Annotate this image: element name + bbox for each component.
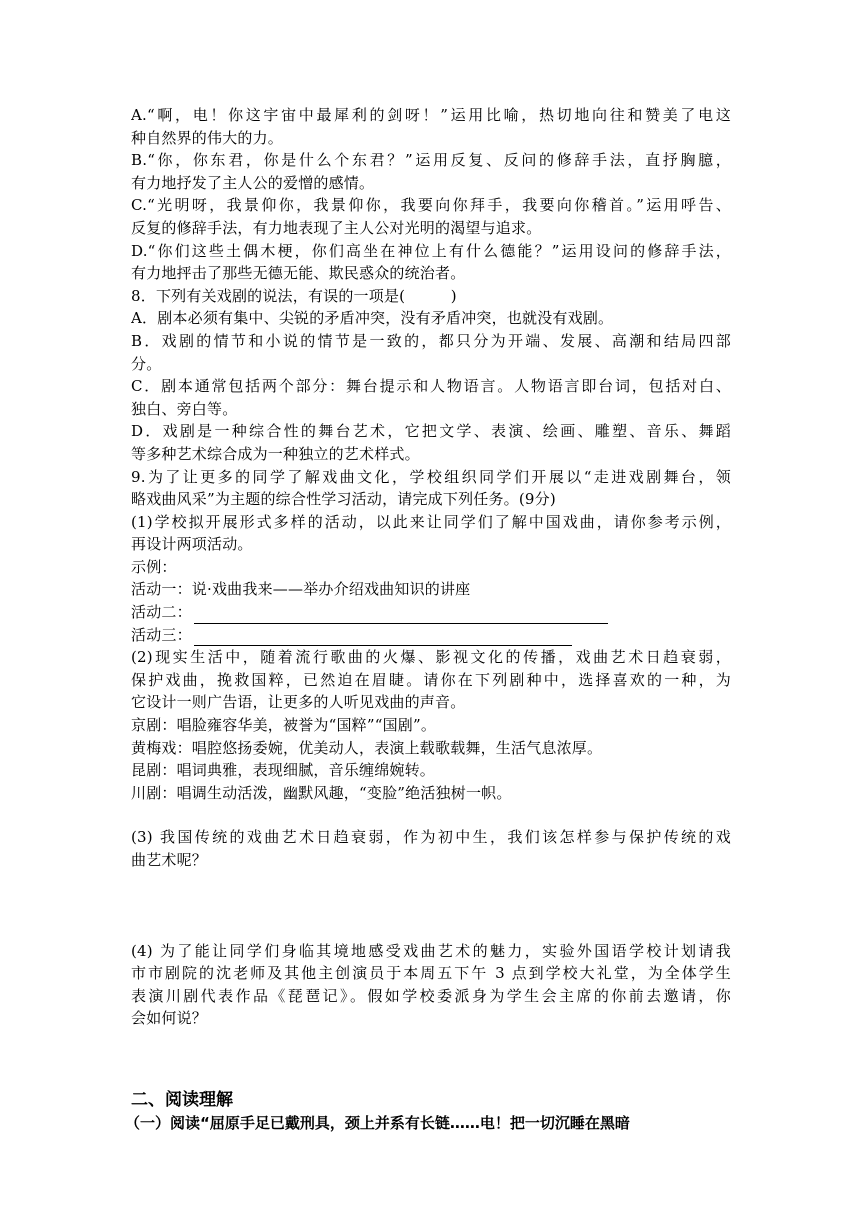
q8-option-b-line-1: B．戏剧的情节和小说的情节是一致的，都只分为开端、发展、高潮和结局四部 xyxy=(131,331,731,350)
q9-1-line-2: 再设计两项活动。 xyxy=(131,535,253,554)
q8-option-a: A．剧本必须有集中、尖锐的矛盾冲突，没有矛盾冲突，也就没有戏剧。 xyxy=(131,309,614,328)
q8-stem: 8．下列有关戏剧的说法，有误的一项是( ) xyxy=(131,286,457,305)
activity-2-label: 活动二： xyxy=(131,603,192,622)
q9-stem-line-1: 9.为了让更多的同学了解戏曲文化，学校组织同学们开展以“走进戏剧舞台，领 xyxy=(131,467,731,486)
opera-chuanju: 川剧：唱调生动活泼，幽默风趣，“变脸”绝活独树一帜。 xyxy=(131,783,512,802)
q7-option-b-line-1: B.“你，你东君，你是什么个东君？”运用反复、反问的修辞手法，直抒胸臆， xyxy=(131,151,731,170)
q9-2-line-1: (2)现实生活中，随着流行歌曲的火爆、影视文化的传播，戏曲艺术日趋衰弱， xyxy=(131,648,731,667)
activity-2-answer-blank[interactable] xyxy=(194,607,608,624)
q7-options xyxy=(131,104,731,285)
q8-option-c-line-2: 独白、旁白等。 xyxy=(131,399,238,418)
q9-2-line-3: 它设计一则广告语，让更多的人听见戏曲的声音。 xyxy=(131,693,466,712)
q8-option-b-line-2: 分。 xyxy=(131,354,162,373)
q7-option-c-line-1: C.“光明呀，我景仰你，我景仰你，我要向你拜手，我要向你稽首。”运用呼告、 xyxy=(131,196,731,215)
answer-space-q9-4[interactable] xyxy=(131,1030,731,1086)
q9-1-line-1: (1)学校拟开展形式多样的活动，以此来让同学们了解中国戏曲，请你参考示例， xyxy=(131,512,731,531)
q7-option-b-line-2: 有力地抒发了主人公的爱憎的感情。 xyxy=(131,173,375,192)
activity-1: 活动一：说·戏曲我来——举办介绍戏曲知识的讲座 xyxy=(131,580,471,599)
q9-4-line-3: 表演川剧代表作品《琵琶记》。假如学校委派身为学生会主席的你前去邀请，你 xyxy=(131,986,731,1005)
q7-option-d-line-2: 有力地抨击了那些无德无能、欺民惑众的统治者。 xyxy=(131,264,466,283)
q7-option-a-line-2: 种自然界的伟大的力。 xyxy=(131,128,284,147)
q7-option-a-line-1: A.“啊，电！你这宇宙中最犀利的剑呀！”运用比喻，热切地向往和赞美了电这 xyxy=(131,106,731,124)
q9-4-line-4: 会如何说？ xyxy=(131,1009,208,1028)
q9-3-line-2: 曲艺术呢？ xyxy=(131,851,208,869)
opera-kunju: 昆剧：唱词典雅，表现细腻，音乐缠绵婉转。 xyxy=(131,761,436,780)
q9-4-line-1: (4) 为了能让同学们身临其境地感受戏曲艺术的魅力，实验外国语学校计划请我 xyxy=(131,941,731,960)
q9-4-line-2: 市市剧院的沈老师及其他主创演员于本周五下午 3 点到学校大礼堂，为全体学生 xyxy=(131,964,731,983)
document-body xyxy=(125,104,731,1134)
q7-option-d-line-1: D.“你们这些土偶木梗，你们高坐在神位上有什么德能？”运用设问的修辞手法， xyxy=(131,241,731,260)
q9-3-line-1: (3) 我国传统的戏曲艺术日趋衰弱，作为初中生，我们该怎样参与保护传统的戏 xyxy=(131,828,731,847)
activity-3-row xyxy=(131,624,731,647)
opera-jingju: 京剧：唱脸雍容华美，被誉为“国粹”“国剧”。 xyxy=(131,716,437,735)
section-subheading-reading-1: （一）阅读“屈原手足已戴刑具，颈上并系有长链……电！把一切沉睡在黑暗 xyxy=(125,1113,630,1132)
q9-2-line-2: 保护戏曲，挽救国粹，已然迫在眉睫。请你在下列剧种中，选择喜欢的一种，为 xyxy=(131,670,731,689)
q8-option-d-line-1: D．戏剧是一种综合性的舞台艺术，它把文学、表演、绘画、雕塑、音乐、舞蹈 xyxy=(131,422,731,441)
q9-stem-line-2: 略戏曲风采”为主题的综合性学习活动，请完成下列任务。(9分) xyxy=(131,490,556,509)
opera-huangmeixi: 黄梅戏：唱腔悠扬委婉，优美动人，表演上载歌载舞，生活气息浓厚。 xyxy=(131,738,603,757)
section-heading-reading: 二、阅读理解 xyxy=(131,1089,233,1110)
q8-option-d-line-2: 等多种艺术综合成为一种独立的艺术样式。 xyxy=(131,444,420,463)
activity-3-answer-blank[interactable] xyxy=(194,629,572,646)
example-label: 示例： xyxy=(131,557,177,576)
answer-space-q9-3[interactable] xyxy=(131,872,731,940)
activity-2-row xyxy=(131,601,731,624)
answer-space-q9-2[interactable] xyxy=(131,804,731,826)
q8-option-c-line-1: C．剧本通常包括两个部分：舞台提示和人物语言。人物语言即台词，包括对白、 xyxy=(131,377,731,396)
activity-3-label: 活动三： xyxy=(131,625,192,644)
q7-option-c-line-2: 反复的修辞手法，有力地表现了主人公对光明的渴望与追求。 xyxy=(131,218,542,237)
